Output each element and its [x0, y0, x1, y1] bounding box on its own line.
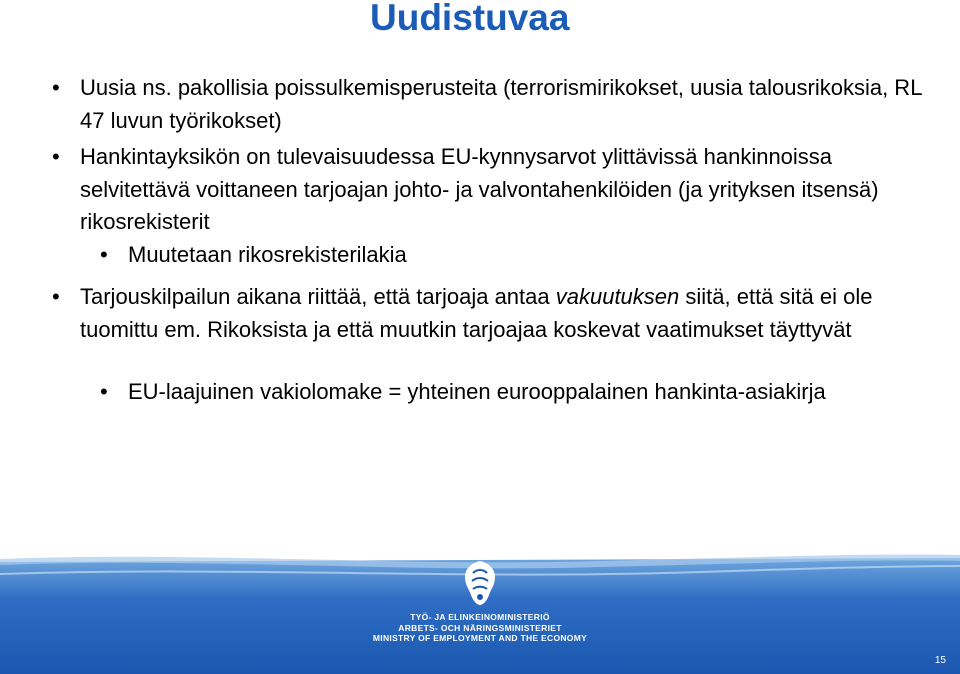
bullet-1 — [52, 72, 940, 137]
bullet-3-text-start: Tarjouskilpailun aikana riittää, että tarjoaja antaa — [80, 284, 556, 309]
ministry-name-sv: ARBETS- OCH NÄRINGSMINISTERIET — [398, 622, 562, 633]
bullet-dot: • — [52, 284, 60, 309]
ministry-name-fi: TYÖ- JA ELINKEINOMINISTERIÖ — [410, 612, 550, 622]
sub-bullet-2-text: EU-laajuinen vakiolomake = yhteinen eurooppalainen hankinta-asiakirja — [128, 379, 826, 404]
bullet-2 — [52, 141, 940, 239]
bullet-1-text: Uusia ns. pakollisia poissulkemisperusteita (terrorismirikokset, uusia talousrikoksia, RL 47 luvun työrikokset) — [80, 75, 922, 133]
sub-bullet-1 — [100, 239, 928, 272]
slide-title: Uudistuvaa — [370, 0, 570, 38]
footer-banner — [0, 548, 960, 674]
sub-bullet-1-text: Muutetaan rikosrekisterilakia — [128, 242, 407, 267]
bullet-dot: • — [100, 242, 108, 267]
bullet-dot: • — [52, 144, 60, 169]
ministry-name-en: MINISTRY OF EMPLOYMENT AND THE ECONOMY — [372, 633, 588, 643]
bullet-3-emphasis: vakuutuksen — [555, 284, 680, 309]
bullet-3 — [52, 281, 940, 346]
page-number: 15 — [934, 655, 946, 666]
bullet-2-text: Hankintayksikön on tulevaisuudessa EU-kynnysarvot ylittävissä hankinnoissa selvitettävä voittaneen tarjoajan johto- ja valvontahenkilöiden (ja yrityksen itsensä) rikosrekisterit — [80, 144, 879, 234]
ministry-name — [300, 612, 660, 644]
bullet-3-text-end: siitä, että sitä ei ole tuomittu em. Rikoksista ja että muutkin tarjoajaa koskevat vaatimukset täyttyvät — [80, 284, 873, 342]
bullet-dot: • — [52, 75, 60, 100]
sub-bullet-2 — [100, 376, 928, 409]
lion-emblem-icon — [459, 559, 501, 607]
bullet-dot: • — [100, 379, 108, 404]
